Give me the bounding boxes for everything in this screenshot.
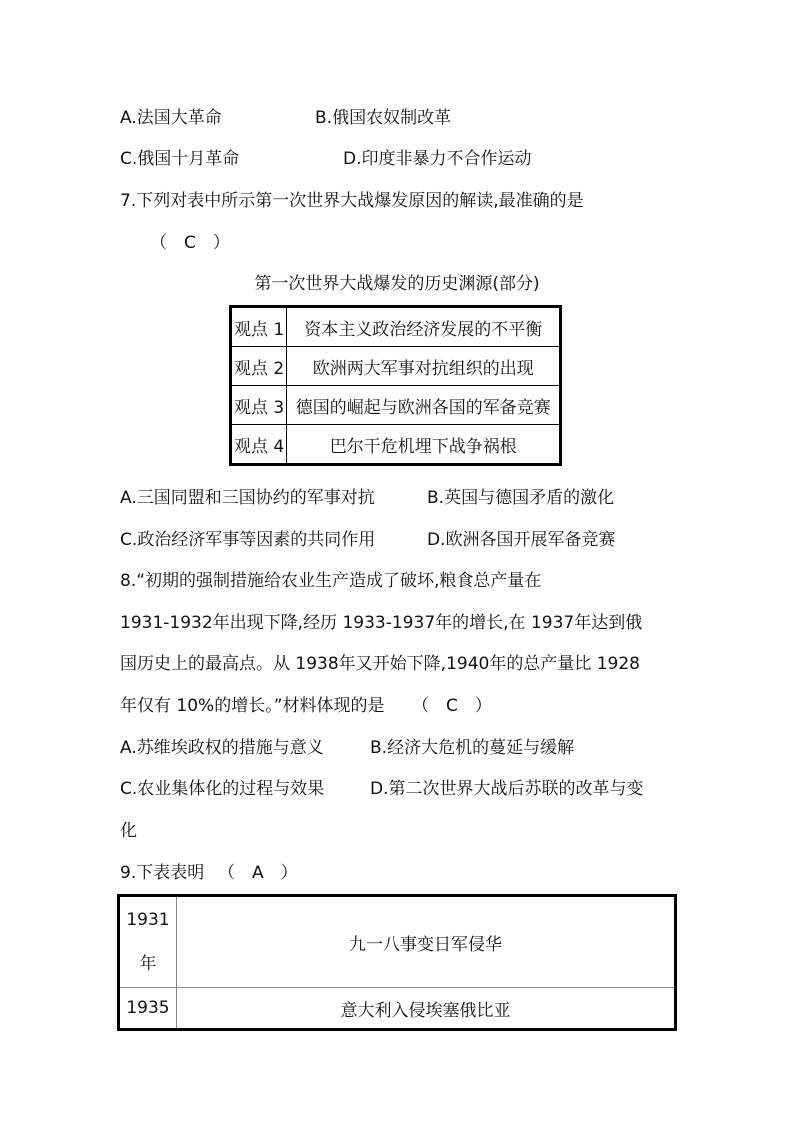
q8-option-d: D.第二次世界大战后苏联的改革与变 bbox=[370, 779, 644, 799]
q8-option-c: C.农业集体化的过程与效果 bbox=[120, 779, 325, 799]
q6-option-a: A.法国大革命 bbox=[120, 108, 222, 128]
q8-option-d-continued: 化 bbox=[120, 821, 137, 841]
q6-option-b: B.俄国农奴制改革 bbox=[315, 108, 452, 128]
q7-viewpoint-table bbox=[229, 305, 562, 466]
q8-line-4: 年仅有 10%的增长。”材料体现的是 bbox=[120, 696, 385, 716]
viewpoint-value: 欧洲两大军事对抗组织的出现 bbox=[287, 347, 561, 386]
viewpoint-value: 巴尔干危机埋下战争祸根 bbox=[287, 425, 561, 465]
viewpoint-key: 观点 2 bbox=[231, 347, 287, 386]
q7-table-title: 第一次世界大战爆发的历史渊源(部分) bbox=[254, 274, 540, 294]
viewpoint-key: 观点 1 bbox=[231, 307, 287, 347]
year-cell bbox=[119, 896, 177, 988]
event-cell: 九一八事变日军侵华 bbox=[177, 896, 676, 988]
q7-option-d: D.欧洲各国开展军备竞赛 bbox=[427, 530, 616, 550]
q6-option-d: D.印度非暴力不合作运动 bbox=[343, 149, 532, 169]
table-row bbox=[119, 988, 676, 1030]
q8-line-3: 国历史上的最高点。从 1938年又开始下降,1940年的总产量比 1928 bbox=[120, 654, 641, 674]
q7-option-a: A.三国同盟和三国协约的军事对抗 bbox=[120, 488, 375, 508]
viewpoint-key: 观点 4 bbox=[231, 425, 287, 465]
q7-stem: 7.下列对表中所示第一次世界大战爆发原因的解读,最准确的是 bbox=[120, 191, 584, 211]
q9-answer: （ A ） bbox=[218, 863, 298, 883]
table-row bbox=[231, 425, 561, 465]
table-row bbox=[231, 307, 561, 347]
q6-option-c: C.俄国十月革命 bbox=[120, 149, 240, 169]
year-line-2: 年 bbox=[139, 954, 157, 974]
q9-events-table bbox=[117, 894, 677, 1031]
viewpoint-value: 资本主义政治经济发展的不平衡 bbox=[287, 307, 561, 347]
viewpoint-key: 观点 3 bbox=[231, 386, 287, 425]
q8-answer: （ C ） bbox=[412, 696, 492, 716]
viewpoint-value: 德国的崛起与欧洲各国的军备竞赛 bbox=[287, 386, 561, 425]
q8-line-1: 8.“初期的强制措施给农业生产造成了破坏,粮食总产量在 bbox=[120, 571, 542, 591]
table-row bbox=[231, 386, 561, 425]
q8-option-a: A.苏维埃政权的措施与意义 bbox=[120, 738, 324, 758]
table-row bbox=[231, 347, 561, 386]
q7-option-c: C.政治经济军事等因素的共同作用 bbox=[120, 530, 376, 550]
q8-line-2: 1931-1932年出现下降,经历 1933-1937年的增长,在 1937年达到俄 bbox=[120, 613, 643, 633]
q8-option-b: B.经济大危机的蔓延与缓解 bbox=[370, 738, 575, 758]
table-row bbox=[119, 896, 676, 988]
q7-option-b: B.英国与德国矛盾的激化 bbox=[427, 488, 615, 508]
q7-answer: （ C ） bbox=[150, 233, 230, 253]
event-cell: 意大利入侵埃塞俄比亚 bbox=[177, 988, 676, 1030]
year-line-1: 1931 bbox=[126, 910, 170, 930]
year-cell: 1935 bbox=[119, 988, 177, 1030]
q9-stem: 9.下表表明 bbox=[120, 863, 205, 883]
